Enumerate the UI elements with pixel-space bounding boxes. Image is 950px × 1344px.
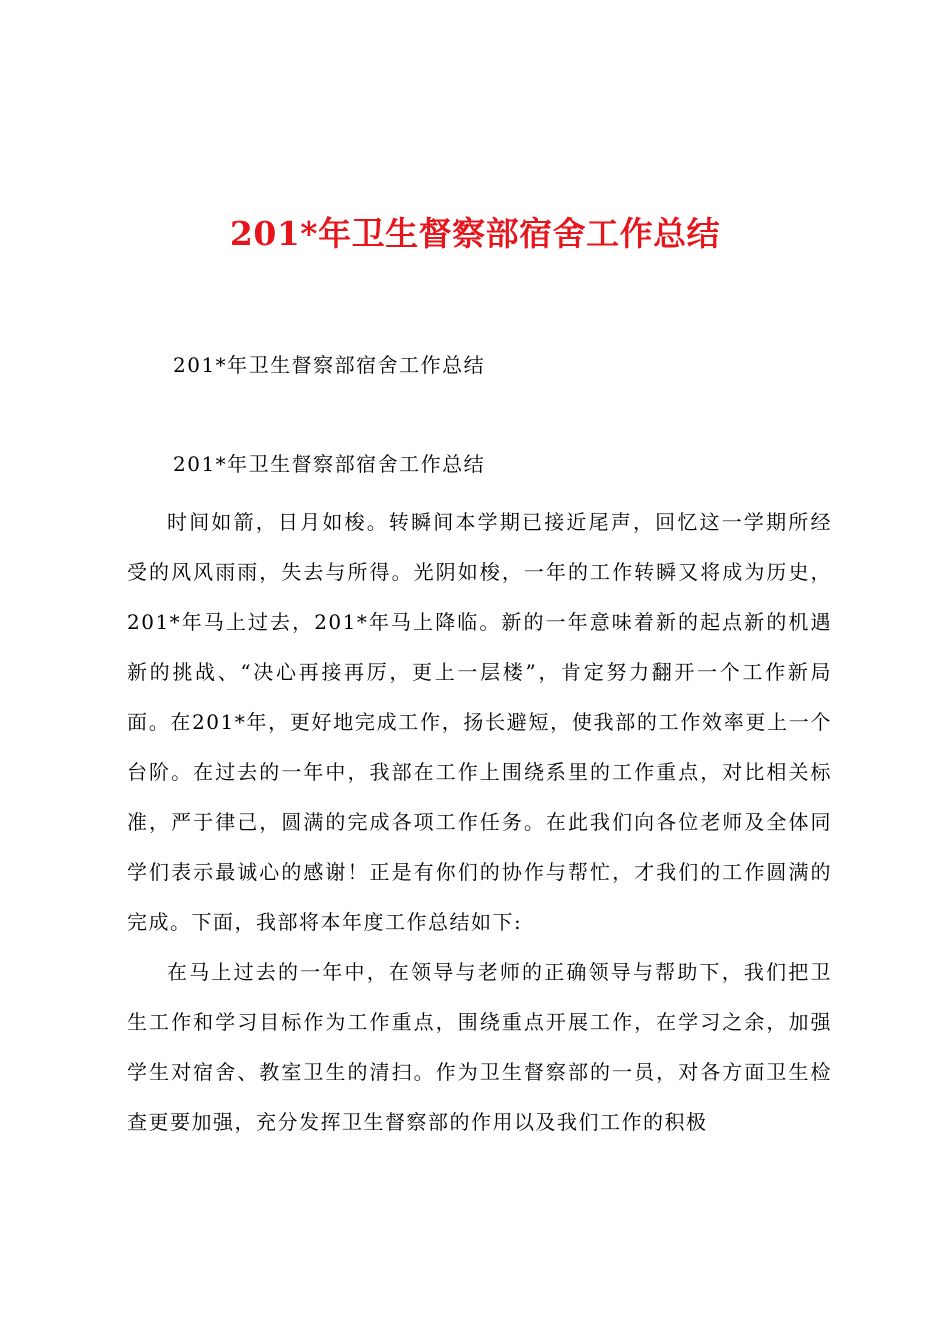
body-paragraph: 时间如箭，日月如梭。转瞬间本学期已接近尾声，回忆这一学期所经受的风风雨雨，失去与所得。光阴如梭，一年的工作转瞬又将成为历史，201*年马上过去，201*年马上降临。新的一年意味着新的起点新的机遇新的挑战、“决心再接再厉，更上一层楼”，肯定努力翻开一个工作新局面。在201*年，更好地完成工作，扬长避短，使我部的工作效率更上一个台阶。在过去的一年中，我部在工作上围绕系里的工作重点，对比相关标准，严于律己，圆满的完成各项工作任务。在此我们向各位老师及全体同学们表示最诚心的感谢！正是有你们的协作与帮忙，才我们的工作圆满的完成。下面，我部将本年度工作总结如下: — [127, 510, 832, 934]
body-paragraph: 在马上过去的一年中，在领导与老师的正确领导与帮助下，我们把卫生工作和学习目标作为工作重点，围绕重点开展工作，在学习之余，加强学生对宿舍、教室卫生的清扫。作为卫生督察部的一员，对各方面卫生检查更要加强，充分发挥卫生督察部的作用以及我们工作的积极 — [127, 960, 832, 1134]
document-body — [127, 497, 832, 1147]
document-subtitle: 201*年卫生督察部宿舍工作总结 — [173, 353, 486, 377]
document-title: 201*年卫生督察部宿舍工作总结 — [229, 214, 721, 253]
document-subtitle: 201*年卫生督察部宿舍工作总结 — [173, 452, 486, 476]
